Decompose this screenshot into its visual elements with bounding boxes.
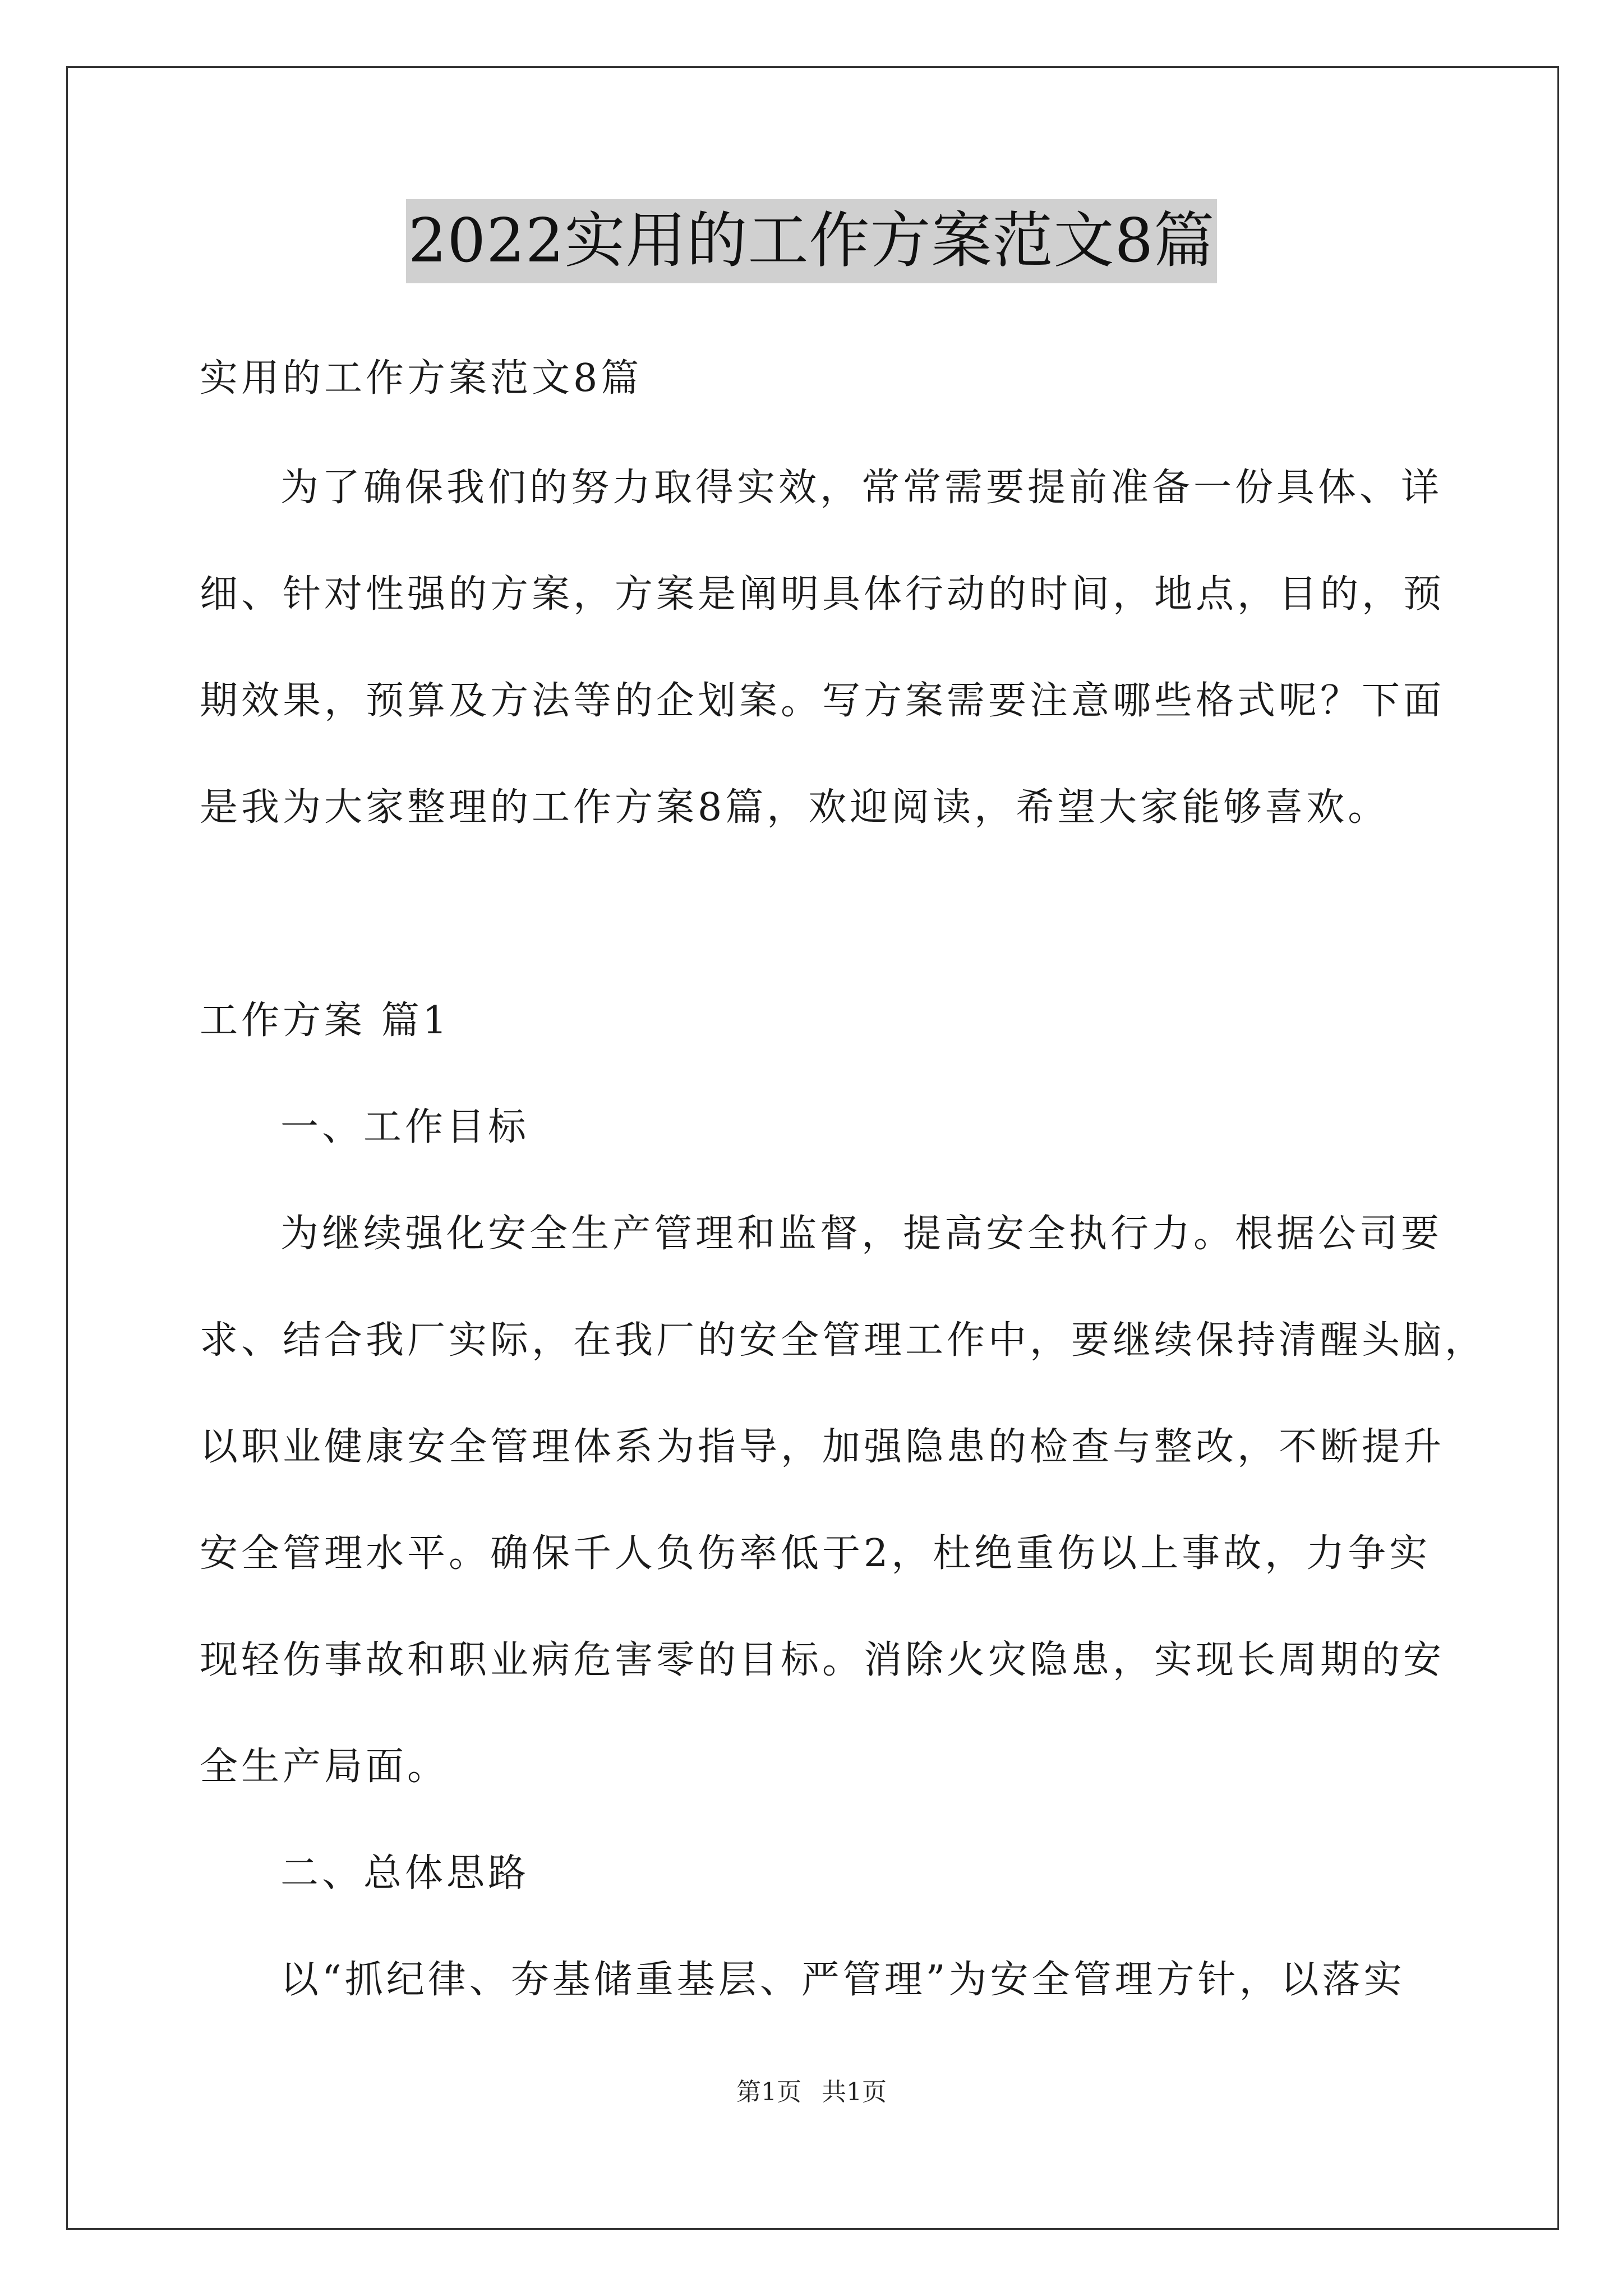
document-subtitle: 实用的工作方案范文8篇 (200, 356, 643, 401)
document-title: 2022实用的工作方案范文8篇 (406, 199, 1218, 283)
page-number-current: 第1页 (736, 2078, 801, 2106)
goal-line-3: 以职业健康安全管理体系为指导，加强隐患的检查与整改，不断提升 (200, 1425, 1445, 1469)
approach-line-1: 以“抓纪律、夯基储重基层、严管理”为安全管理方针，以落实 (280, 1958, 1405, 2002)
page-number-total: 共1页 (822, 2078, 887, 2106)
goal-line-5: 现轻伤事故和职业病危害零的目标。消除火灾隐患，实现长周期的安 (200, 1638, 1445, 1682)
goal-line-6: 全生产局面。 (200, 1745, 449, 1789)
goal-line-1: 为继续强化安全生产管理和监督，提高安全执行力。根据公司要 (280, 1212, 1443, 1256)
goal-line-2: 求、结合我厂实际，在我厂的安全管理工作中，要继续保持清醒头脑， (200, 1318, 1487, 1363)
goal-line-4: 安全管理水平。确保千人负伤率低于2，杜绝重伤以上事故，力争实 (200, 1531, 1431, 1576)
heading-approach: 二、总体思路 (280, 1851, 530, 1895)
heading-goal: 一、工作目标 (280, 1105, 530, 1149)
intro-line-3: 期效果，预算及方法等的企划案。写方案需要注意哪些格式呢？下面 (200, 679, 1445, 723)
intro-line-2: 细、针对性强的方案，方案是阐明具体行动的时间，地点，目的，预 (200, 572, 1445, 616)
section-heading: 工作方案 篇1 (200, 999, 450, 1043)
title-container (0, 199, 1623, 283)
page-footer (0, 2076, 1623, 2109)
intro-line-1: 为了确保我们的努力取得实效，常常需要提前准备一份具体、详 (280, 466, 1443, 510)
intro-line-4: 是我为大家整理的工作方案8篇，欢迎阅读，希望大家能够喜欢。 (200, 785, 1390, 830)
